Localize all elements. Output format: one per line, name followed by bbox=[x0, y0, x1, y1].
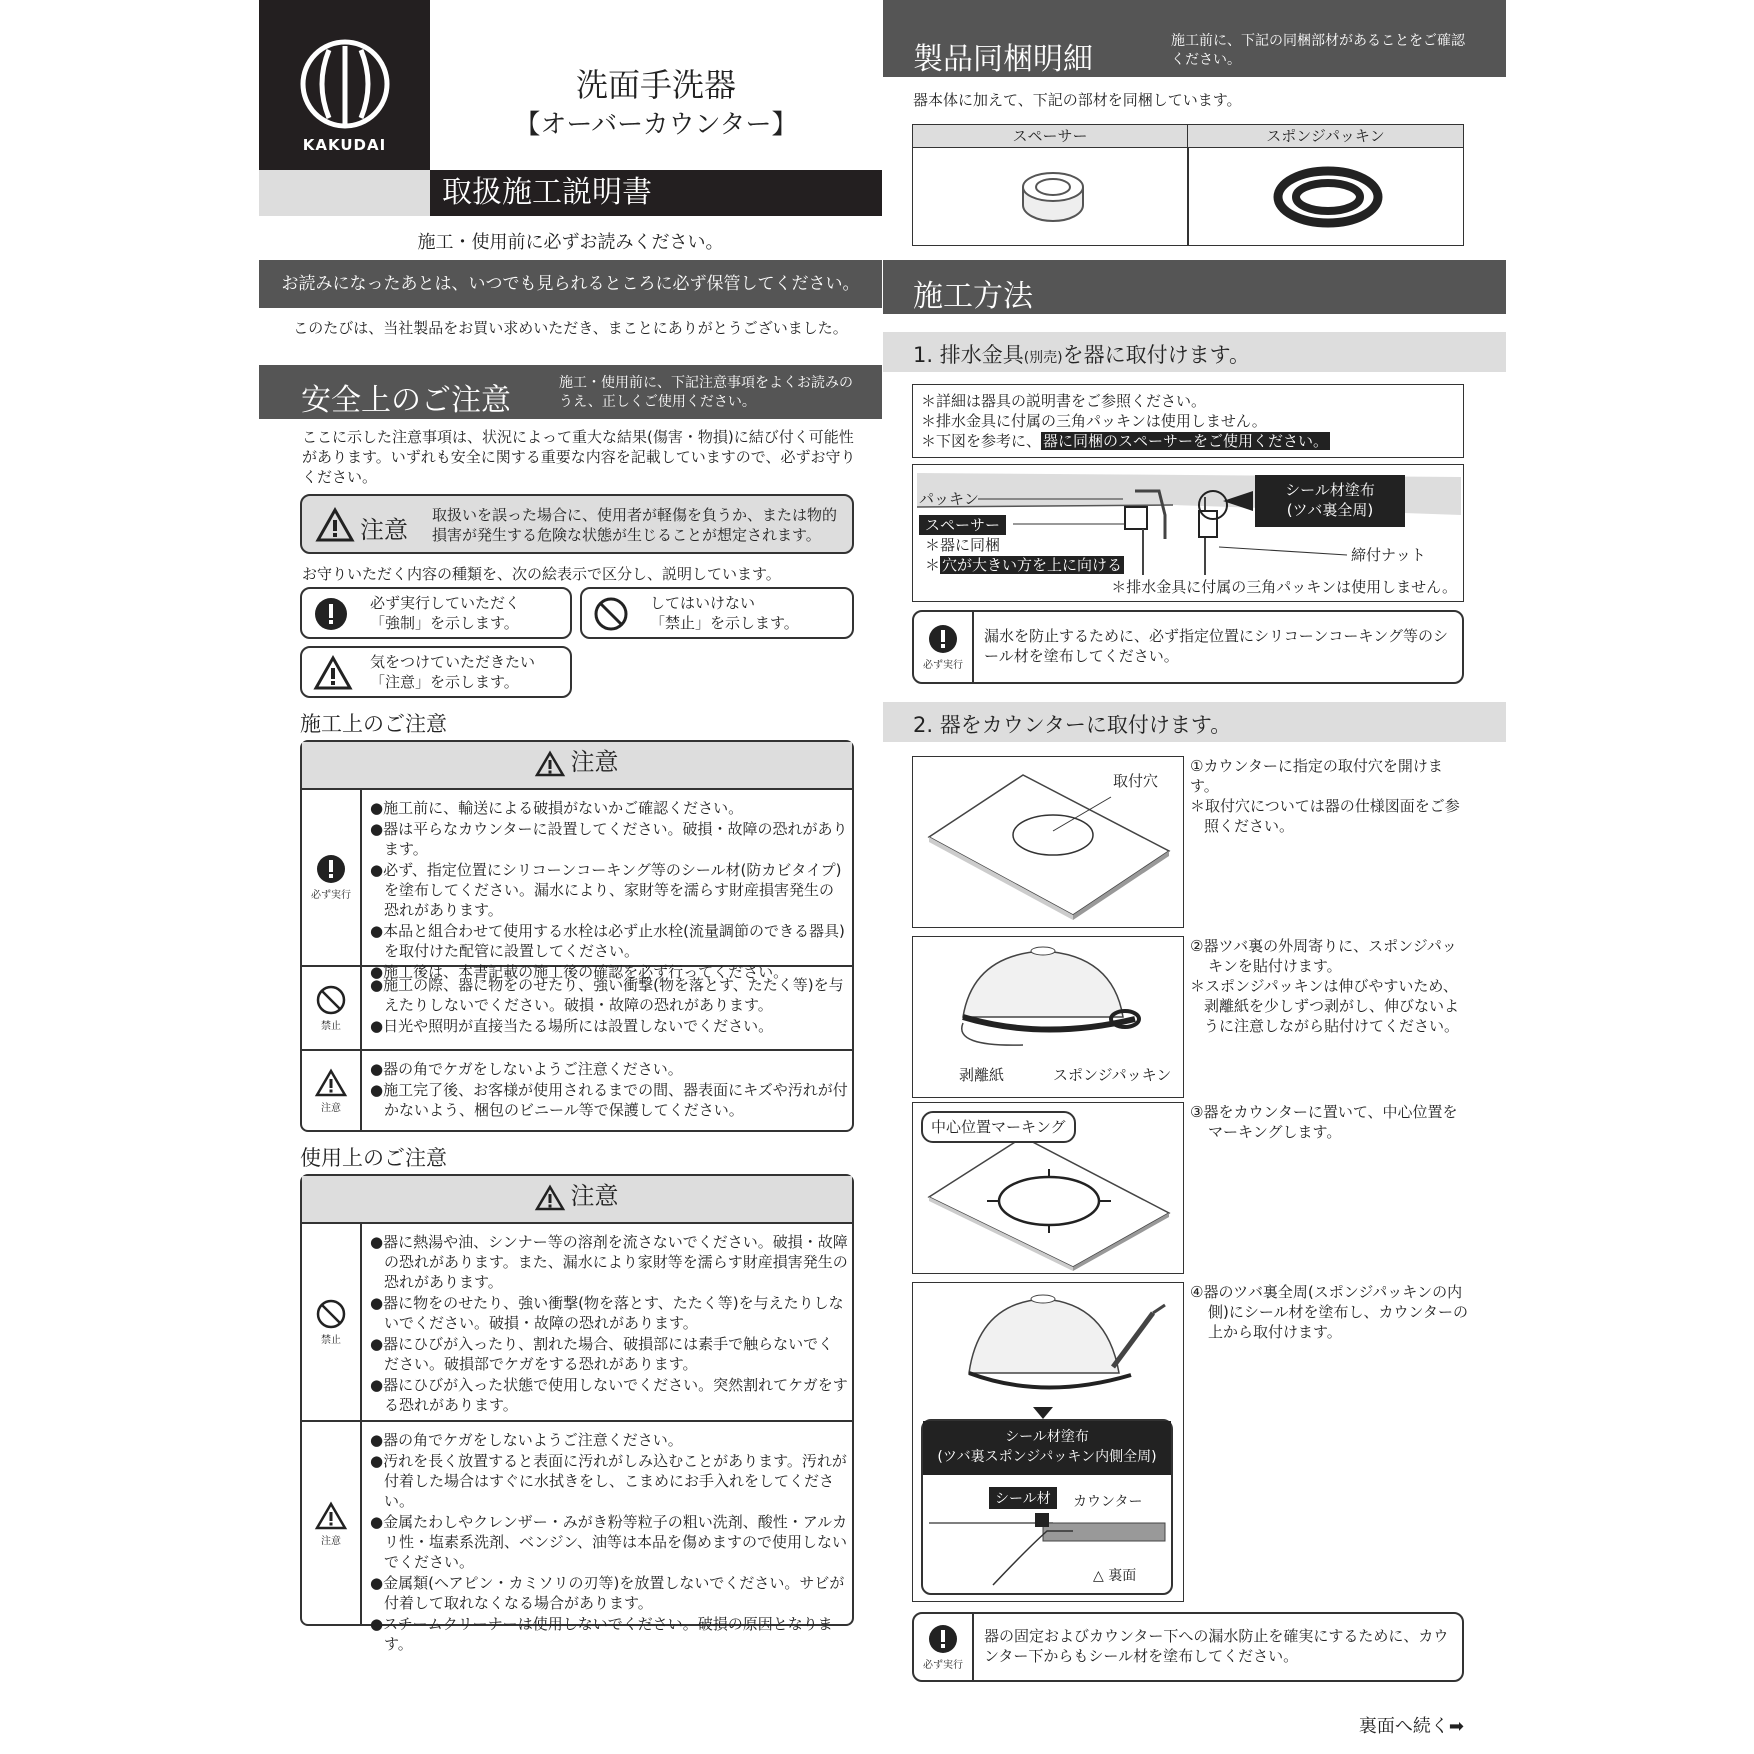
row-label: 禁止 bbox=[321, 1020, 341, 1032]
warning-icon bbox=[315, 1069, 347, 1097]
install-row-mandatory bbox=[302, 790, 852, 981]
legend-intro: お守りいただく内容の種類を、次の絵表示で区分し、説明しています。 bbox=[302, 565, 781, 583]
usage-cautions-heading: 使用上のご注意 bbox=[300, 1146, 447, 1170]
step1-heading-small: (別売) bbox=[1023, 350, 1063, 366]
caution-label: 注意 bbox=[360, 516, 408, 544]
manual-title: 取扱施工説明書 bbox=[430, 170, 882, 216]
step2-must bbox=[912, 1612, 1464, 1682]
step1-note-highlight: 器に同梱のスペーサーをご使用ください。 bbox=[1043, 432, 1329, 450]
step2-figure-1 bbox=[912, 756, 1184, 928]
product-title: 洗面手洗器 bbox=[575, 66, 736, 104]
caution-item: ●必ず、指定位置にシリコーンコーキング等のシール材(防カビタイプ)を塗布してください。漏水により、家財等を濡らす財産損害発生の恐れがあります。 bbox=[370, 861, 842, 919]
step1-note: ＊詳細は器具の説明書をご参照ください。 bbox=[921, 392, 1207, 410]
method-header bbox=[883, 260, 1506, 314]
usage-row-prohibited bbox=[302, 1224, 852, 1422]
caution-item: ●器に熱湯や油、シンナー等の溶剤を流さないでください。破損・故障の恐れがあります。また、漏水により家財等を濡らす財産損害発生の恐れがあります。 bbox=[370, 1233, 848, 1291]
mandatory-icon bbox=[314, 597, 348, 631]
contents-header bbox=[883, 0, 1506, 77]
caution-item: ●施工の際、器に物をのせたり、強い衝撃(物を落とす、たたく等)を与えたりしないでください。破損・故障の恐れがあります。 bbox=[370, 976, 844, 1014]
safety-header bbox=[259, 365, 882, 419]
caution-item: ●施工後は、本書記載の施工後の確認を必ず行ってください。 bbox=[370, 963, 789, 981]
safety-intro: ここに示した注意事項は、状況によって重大な結果(傷害・物損)に結び付く可能性があります。いずれも安全に関する重要な内容を記載していますので、必ずお守りください。 bbox=[302, 428, 856, 486]
usage-table-header: 注意 bbox=[570, 1182, 619, 1210]
fig4-counter-label: カウンター bbox=[1073, 1494, 1143, 1510]
caution-item: ●器の角でケガをしないようご注意ください。 bbox=[370, 1060, 683, 1078]
step1-notes bbox=[912, 384, 1464, 458]
contents-intro: 器本体に加えて、下記の部材を同梱しています。 bbox=[913, 91, 1242, 109]
warning-icon bbox=[314, 656, 352, 690]
step2-text-2: ②器ツバ裏の外周寄りに、スポンジパッキンを貼付けます。 ＊スポンジパッキンは伸びやすいため、剥離紙を少しずつ剥がし、伸びないように注意しながら貼付けてください。 bbox=[1190, 937, 1460, 1035]
caution-item: ●スチームクリーナーは使用しないでください。破損の原因となります。 bbox=[370, 1615, 833, 1653]
step2-heading: 2. 器をカウンターに取付けます。 bbox=[913, 713, 1232, 737]
step1-note: ＊排水金具に付属の三角パッキンは使用しません。 bbox=[921, 412, 1267, 430]
caution-item: ●器の角でケガをしないようご注意ください。 bbox=[370, 1431, 683, 1449]
arrow-right-icon: ➡ bbox=[1448, 1716, 1464, 1737]
mandatory-icon bbox=[928, 1624, 958, 1654]
fig4-back-label: △ 裏面 bbox=[1093, 1568, 1137, 1584]
warning-icon bbox=[535, 1185, 565, 1211]
usage-row-caution bbox=[302, 1422, 852, 1653]
row-label: 注意 bbox=[321, 1103, 341, 1114]
must-text: 器の固定およびカウンター下への漏水防止を確実にするために、カウンター下からもシール材を塗布してください。 bbox=[984, 1627, 1449, 1665]
prohibited-icon bbox=[316, 1299, 346, 1329]
step1-diagram bbox=[912, 464, 1464, 602]
contents-item-spacer: スペーサー bbox=[913, 125, 1188, 148]
step1-header bbox=[883, 332, 1506, 372]
label-packing: パッキン bbox=[919, 490, 979, 508]
step2-text-3: ③器をカウンターに置いて、中心位置をマーキングします。 bbox=[1190, 1103, 1458, 1141]
legend-caution-line2: 「注意」を示します。 bbox=[370, 673, 519, 691]
label-hole-up: ＊ 穴が大きい方を上に向ける bbox=[925, 556, 1123, 574]
mandatory-icon bbox=[316, 854, 346, 884]
contents-item-sponge: スポンジパッキン bbox=[1188, 125, 1463, 148]
step2-text-4: ④器のツバ裏全周(スポンジパッキンの内側)にシール材を塗布し、カウンターの上から取付けます。 bbox=[1190, 1283, 1468, 1341]
caution-definition bbox=[300, 494, 854, 554]
warning-icon bbox=[535, 751, 565, 777]
step2-header bbox=[883, 702, 1506, 742]
caution-item: ●器は平らなカウンターに設置してください。破損・故障の恐れがあります。 bbox=[370, 820, 848, 858]
step1-heading: 1. 排水金具 bbox=[913, 343, 1024, 367]
must-label: 必ず実行 bbox=[923, 659, 963, 671]
legend-prohibited-line2: 「禁止」を示します。 bbox=[650, 614, 799, 632]
step1-note: ＊下図を参考に、 bbox=[921, 432, 1042, 450]
caution-item: ●器にひびが入ったり、割れた場合、破損部には素手で触らないでください。破損部でケガをする恐れがあります。 bbox=[370, 1335, 834, 1373]
fig1-label: 取付穴 bbox=[1113, 772, 1159, 790]
safety-title: 安全上のご注意 bbox=[301, 383, 511, 418]
step2-text-1: ①カウンターに指定の取付穴を開けます。 ＊取付穴については器の仕様図面をご参照ください。 bbox=[1190, 757, 1460, 835]
install-row-caution bbox=[302, 1051, 852, 1132]
thanks-text: このたびは、当社製品をお買い求めいただき、まことにありがとうございました。 bbox=[293, 319, 848, 337]
fig4-box-line1: シール材塗布 bbox=[1005, 1429, 1089, 1445]
fig4-seal-box bbox=[921, 1419, 1173, 1595]
diagram-footnote: ＊排水金具に付属の三角パッキンは使用しません。 bbox=[1111, 578, 1457, 596]
legend-prohibited-line1: してはいけない bbox=[650, 594, 756, 612]
legend-prohibited bbox=[580, 587, 854, 639]
read-before-note: 施工・使用前に必ずお読みください。 bbox=[417, 232, 724, 253]
caution-item: ●施工前に、輸送による破損がないかご確認ください。 bbox=[370, 799, 744, 817]
legend-mandatory-line2: 「強制」を示します。 bbox=[370, 614, 519, 632]
step2-figure-4 bbox=[912, 1282, 1184, 1602]
install-cautions-heading: 施工上のご注意 bbox=[300, 712, 447, 736]
sponge-packing-illustration bbox=[1273, 161, 1383, 233]
caution-item: ●器にひびが入った状態で使用しないでください。突然割れてケガをする恐れがあります。 bbox=[370, 1376, 848, 1414]
prohibited-icon bbox=[594, 597, 628, 631]
label-spacer: スペーサー bbox=[919, 515, 1006, 535]
brand-logo bbox=[259, 0, 430, 170]
caution-item: ●器に物をのせたり、強い衝撃(物を落とす、たたく等)を与えたりしないでください。破損・故障の恐れがあります。 bbox=[370, 1294, 844, 1332]
contents-side-note: 施工前に、下記の同梱部材があることをご確認ください。 bbox=[1171, 33, 1465, 68]
contents-title: 製品同梱明細 bbox=[913, 42, 1093, 77]
must-label: 必ず実行 bbox=[923, 1659, 963, 1671]
label-bundled: ＊器に同梱 bbox=[925, 536, 1001, 554]
prohibited-icon bbox=[316, 985, 346, 1015]
fig2-label-left: 剥離紙 bbox=[959, 1066, 1005, 1084]
warning-icon bbox=[316, 508, 354, 542]
usage-cautions-table bbox=[300, 1174, 854, 1653]
row-label: 必ず実行 bbox=[311, 890, 351, 901]
continue-note: 裏面へ続く➡ bbox=[1358, 1716, 1464, 1737]
install-table-header: 注意 bbox=[570, 748, 619, 776]
warning-icon bbox=[315, 1502, 347, 1530]
caution-item: ●日光や照明が直接当たる場所には設置しないでください。 bbox=[370, 1017, 774, 1035]
legend-caution bbox=[300, 646, 572, 698]
legend-caution-line1: 気をつけていただきたい bbox=[370, 653, 536, 671]
install-cautions-table bbox=[300, 740, 854, 1132]
fig4-seal-label: シール材 bbox=[989, 1487, 1057, 1509]
caution-item: ●本品と組合わせて使用する水栓は必ず止水栓(流量調節のできる器具)を取付けた配管に設置してください。 bbox=[370, 922, 845, 960]
must-text: 漏水を防止するために、必ず指定位置にシリコーンコーキング等のシール材を塗布してください。 bbox=[984, 627, 1448, 665]
product-subtitle: 【オーバーカウンター】 bbox=[514, 110, 798, 140]
label-seal: シール材塗布 (ツバ裏全周) bbox=[1255, 475, 1405, 527]
step2-figure-2 bbox=[912, 936, 1184, 1098]
caution-item: ●金属類(ヘアピン・カミソリの刃等)を放置しないでください。サビが付着して取れなくなる場合があります。 bbox=[370, 1574, 845, 1612]
fig2-label-right: スポンジパッキン bbox=[1053, 1066, 1172, 1084]
safety-side-note: 施工・使用前に、下記注意事項をよくお読みのうえ、正しくご使用ください。 bbox=[559, 375, 853, 410]
label-nut: 締付ナット bbox=[1351, 546, 1426, 564]
fig3-label: 中心位置マーキング bbox=[921, 1111, 1076, 1143]
fig4-box-line2: (ツバ裏スポンジパッキン内側全周) bbox=[937, 1449, 1157, 1465]
step1-heading-tail: を器に取付けます。 bbox=[1062, 343, 1250, 367]
caution-item: ●施工完了後、お客様が使用されるまでの間、器表面にキズや汚れが付かないよう、梱包のビニール等で保護してください。 bbox=[370, 1081, 848, 1119]
brand-name: KAKUDAI bbox=[302, 136, 387, 154]
step1-must bbox=[912, 610, 1464, 684]
keep-notice: お読みになったあとは、いつでも見られるところに必ず保管してください。 bbox=[259, 260, 882, 308]
method-title: 施工方法 bbox=[913, 279, 1033, 314]
legend-mandatory-line1: 必ず実行していただく bbox=[370, 594, 521, 612]
legend-mandatory bbox=[300, 587, 572, 639]
row-label: 注意 bbox=[321, 1535, 341, 1547]
contents-table bbox=[912, 124, 1464, 246]
caution-text: 取扱いを誤った場合に、使用者が軽傷を負うか、または物的損害が発生する危険な状態が生じることが想定されます。 bbox=[432, 506, 838, 544]
mandatory-icon bbox=[928, 624, 958, 654]
install-row-prohibited bbox=[302, 967, 852, 1051]
spacer-ring-illustration bbox=[1013, 165, 1093, 227]
caution-item: ●汚れを長く放置すると表面に汚れがしみ込むことがあります。汚れが付着した場合はすぐに水拭きをし、こまめにお手入れをしてください。 bbox=[370, 1452, 847, 1510]
step2-figure-3 bbox=[912, 1102, 1184, 1274]
caution-item: ●金属たわしやクレンザー・みがき粉等粒子の粗い洗剤、酸性・アルカリ性・塩素系洗剤、ベンジン、油等は本品を傷めますので使用しないでください。 bbox=[370, 1513, 848, 1571]
row-label: 禁止 bbox=[321, 1334, 341, 1346]
